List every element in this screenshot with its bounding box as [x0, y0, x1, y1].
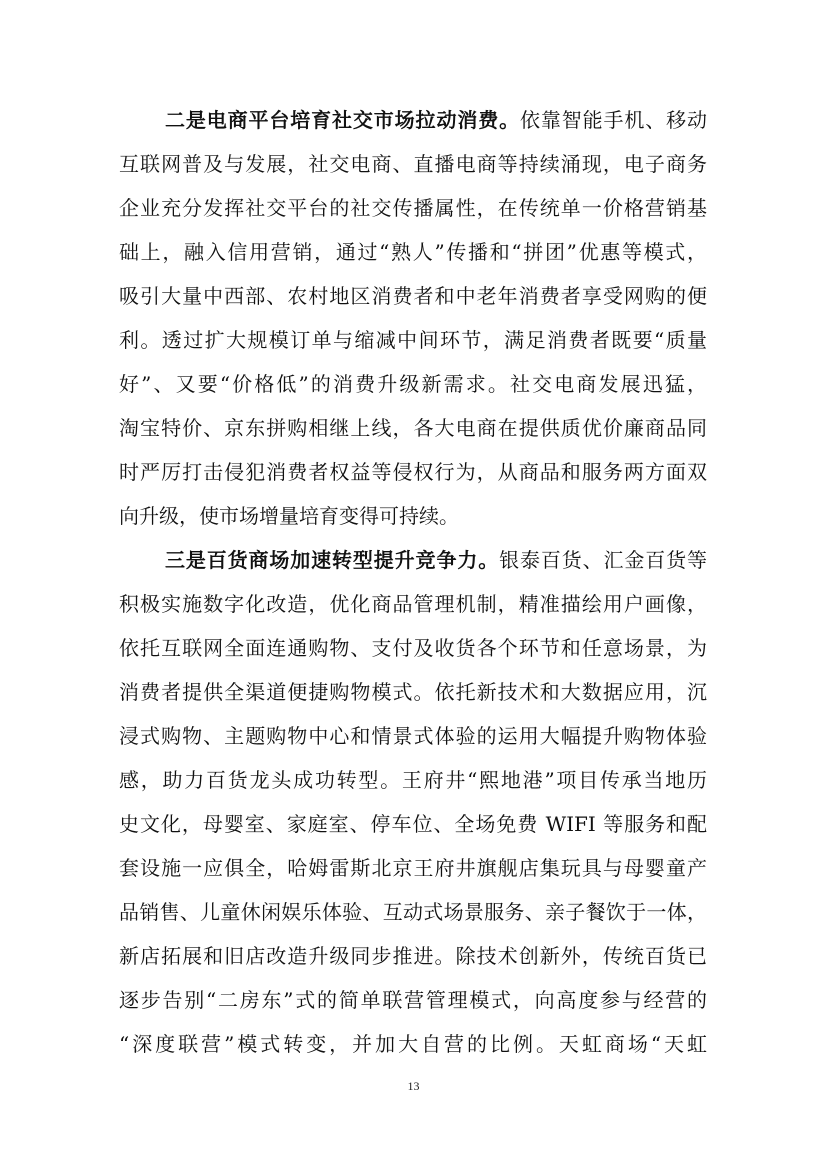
paragraph-2-line-1 — [165, 545, 707, 575]
paragraph-2-line-10: 新店拓展和旧店改造升级同步推进。除技术创新外，传统百货已 — [119, 944, 707, 968]
paragraph-1-line-7: 好”、又要“价格低”的消费升级新需求。社交电商发展迅猛， — [119, 372, 707, 396]
paragraph-1-line-2: 互联网普及与发展，社交电商、直播电商等持续涌现，电子商务 — [119, 152, 707, 176]
paragraph-2-line-8: 套设施一应俱全，哈姆雷斯北京王府井旗舰店集玩具与母婴童产 — [119, 856, 707, 880]
paragraph-2-lead: 三是百货商场加速转型提升竞争力。 — [165, 548, 500, 572]
paragraph-2-line-3: 依托互联网全面连通购物、支付及收货各个环节和任意场景，为 — [119, 636, 707, 660]
paragraph-1-line-1 — [165, 105, 707, 135]
page-number: 13 — [407, 1079, 420, 1093]
paragraph-1-line-4: 础上，融入信用营销，通过“熟人”传播和“拼团”优惠等模式， — [119, 240, 707, 264]
paragraph-2-line-2: 积极实施数字化改造，优化商品管理机制，精准描绘用户画像， — [119, 592, 707, 616]
paragraph-1-line-8: 淘宝特价、京东拼购相继上线，各大电商在提供质优价廉商品同 — [119, 416, 707, 440]
paragraph-1-line-3: 企业充分发挥社交平台的社交传播属性，在传统单一价格营销基 — [119, 196, 707, 220]
paragraph-1-line-5: 吸引大量中西部、农村地区消费者和中老年消费者享受网购的便 — [119, 284, 707, 308]
paragraph-2-line-5: 浸式购物、主题购物中心和情景式体验的运用大幅提升购物体验 — [119, 724, 707, 748]
paragraph-2-line-7: 史文化，母婴室、家庭室、停车位、全场免费 WIFI 等服务和配 — [119, 812, 707, 836]
paragraph-2-line-4: 消费者提供全渠道便捷购物模式。依托新技术和大数据应用，沉 — [119, 680, 707, 704]
paragraph-2-line-9: 品销售、儿童休闲娱乐体验、互动式场景服务、亲子餐饮于一体， — [119, 900, 707, 924]
paragraph-1-line-10: 向升级，使市场增量培育变得可持续。 — [119, 504, 459, 528]
paragraph-2-line-11: 逐步告别“二房东”式的简单联营管理模式，向高度参与经营的 — [119, 988, 707, 1012]
paragraph-1-line-6: 利。透过扩大规模订单与缩减中间环节，满足消费者既要“质量 — [119, 328, 707, 352]
paragraph-2-line-6: 感，助力百货龙头成功转型。王府井“熙地港”项目传承当地历 — [119, 768, 707, 792]
paragraph-1-line-text: 依靠智能手机、移动 — [519, 108, 708, 132]
paragraph-2-line-text: 银泰百货、汇金百货等 — [499, 548, 708, 572]
paragraph-1-line-9: 时严厉打击侵犯消费者权益等侵权行为，从商品和服务两方面双 — [119, 460, 707, 484]
paragraph-2-line-12: “深度联营”模式转变，并加大自营的比例。天虹商场“天虹 — [119, 1032, 707, 1056]
paragraph-1-lead: 二是电商平台培育社交市场拉动消费。 — [165, 108, 520, 132]
